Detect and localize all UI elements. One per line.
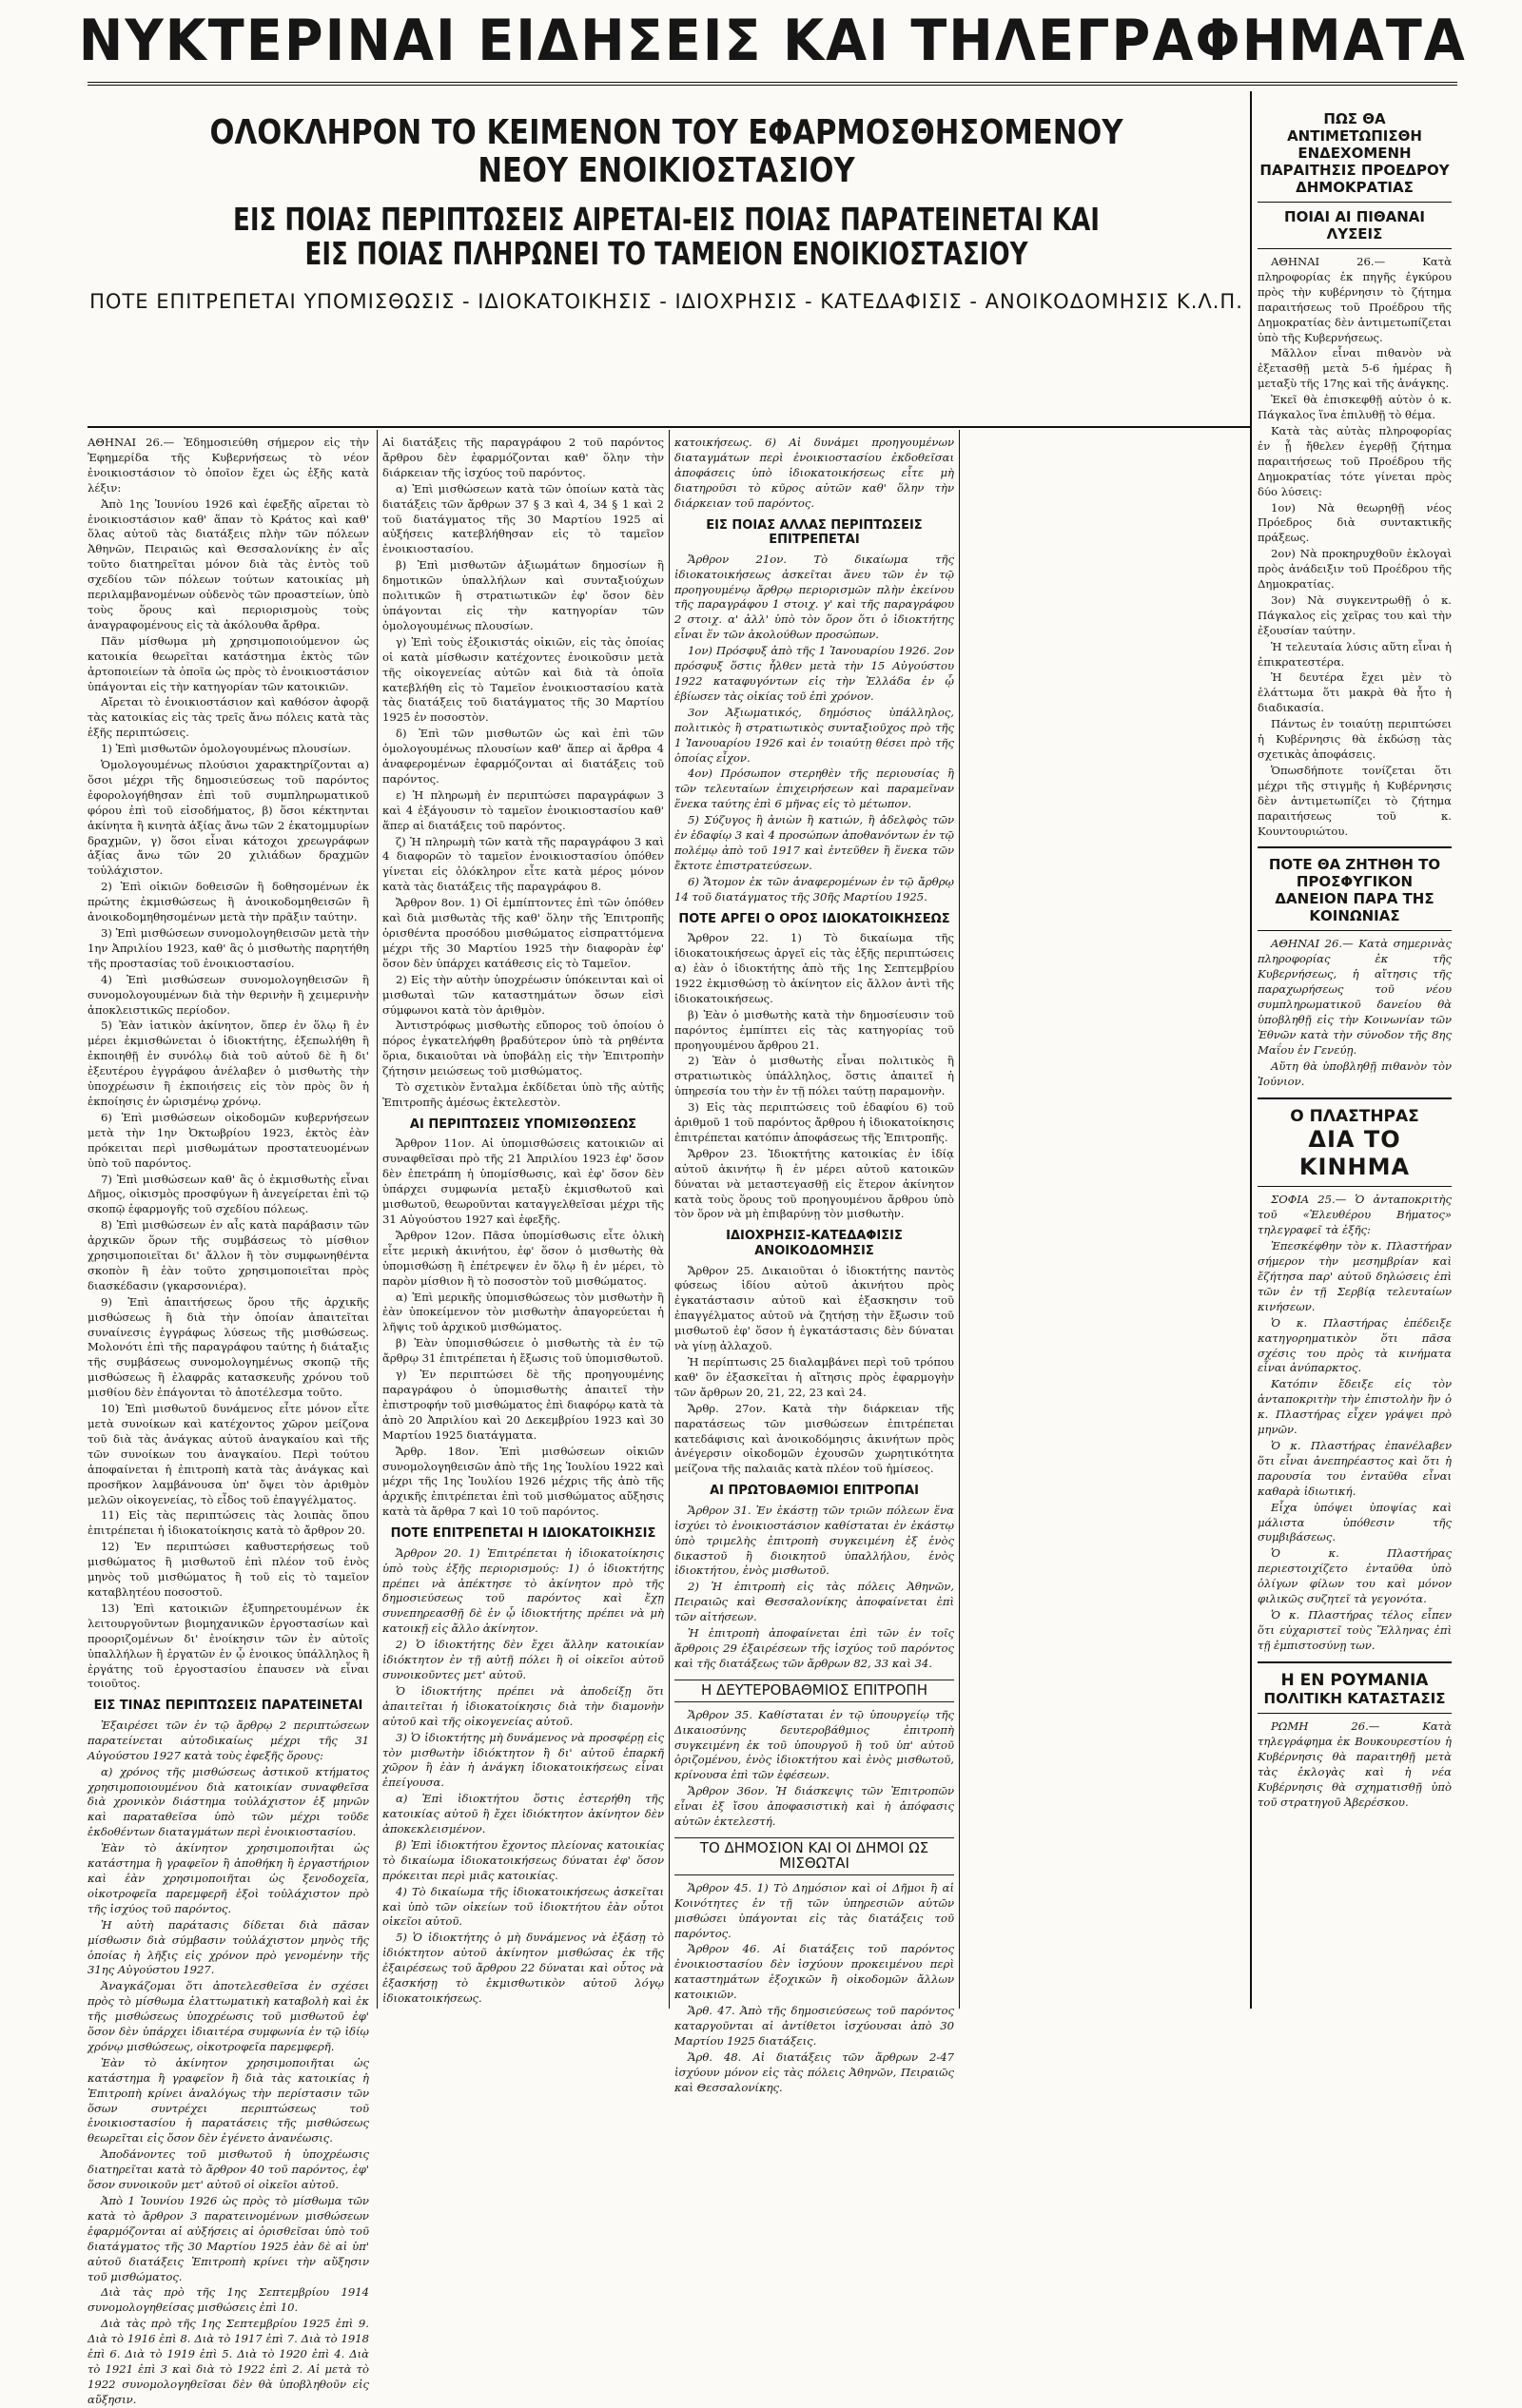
paragraph: Ἄρθ. 48. Αἱ διατάξεις τῶν ἄρθρων 2-47 ἰσχύουν μόνον εἰς τὰς πόλεις Ἀθηνῶν, Πειραιῶς καὶ Θεσσαλονίκης.: [674, 2049, 954, 2094]
paragraph: Ἡ αὐτὴ παράτασις δίδεται διὰ πᾶσαν μίσθωσιν διὰ σύμβασιν τοὐλάχιστον μηνὸς τῆς ὁποίας ἡ λῆξις εἰς χρόνον πρὸ γενομένην τῆς 31ης Αὐγούστου 1927.: [88, 1917, 369, 1977]
divider: [1258, 1097, 1452, 1099]
paragraph: 2) Ἡ ἐπιτροπὴ εἰς τὰς πόλεις Ἀθηνῶν, Πειραιῶς καὶ Θεσσαλονίκης ἀποφαίνεται ἐπὶ τῶν αἰτήσεων.: [674, 1580, 954, 1624]
paragraph: Ἄρθρον 21ον. Τὸ δικαίωμα τῆς ἰδιοκατοικήσεως ἀσκεῖται ἄνευ τῶν ἐν τῷ προηγουμένῳ ἄρθρῳ περιορισμῶν πλὴν ἐκείνου τῆς παραγράφου 1 στοιχ. γ' καὶ τῆς παραγράφου 2 στοιχ. α' ἀλλ' ὑπὸ τὸν ὅρον ὅτι ὁ ἰδιοκτήτης εἶναι ἕν τῶν ἀκολούθων προσώπων.: [674, 552, 954, 642]
paragraph: Ἄρθρον 46. Αἱ διατάξεις τοῦ παρόντος ἐνοικιοστασίου δὲν ἰσχύουν προκειμένου περὶ καταστημάτων ἐξοχικῶν ἢ οἰκοδομῶν ἄλλων κατοικιῶν.: [674, 1942, 954, 2002]
paragraph: Ὁ κ. Πλαστήρας περιεστοιχίζετο ἐνταῦθα ὑπὸ ὀλίγων φίλων του καὶ μόνον φιλικῶς συζητεῖ τὰ γεγονότα.: [1258, 1546, 1452, 1606]
paragraph: Ἀποδάνοντες τοῦ μισθωτοῦ ἡ ὑποχρέωσις διατηρεῖται κατὰ τὸ ἄρθρον 40 τοῦ παρόντος, ἐφ' ὅσον συνοικοῦν μετ' αὐτοῦ οἱ οἰκεῖοι αὐτοῦ.: [88, 2147, 369, 2192]
paragraph: Πάντως ἐν τοιαύτῃ περιπτώσει ἡ Κυβέρνησις θὰ ἐκδώσῃ τὰς σχετικὰς ἀποφάσεις.: [1258, 717, 1452, 761]
paragraph: Ὁ ἰδιοκτήτης πρέπει νὰ ἀποδείξῃ ὅτι ἀπαιτεῖται ἡ ἰδιοκατοίκησις διὰ τὴν διαμονὴν αὐτοῦ καὶ τῆς οἰκογενείας αὐτοῦ.: [382, 1683, 664, 1728]
paragraph: 6) Ἐπὶ μισθώσεων οἰκοδομῶν κυβερνήσεων μετὰ τὴν 1ην Ὀκτωβρίου 1923, ἐκτὸς ἐὰν πρόκειται περὶ μισθωμάτων προστατευομένων ὑπὸ τοῦ παρόντος.: [88, 1110, 369, 1170]
paragraph: 1) Ἐπὶ μισθωτῶν ὁμολογουμένως πλουσίων.: [101, 742, 351, 756]
paragraph: Ἀναγκάζομαι ὅτι ἀποτελεσθεῖσα ἐν σχέσει πρὸς τὸ μίσθωμα ἐλαττωματικὴ καταβολὴ καὶ ἐκ τῆς μισθώσεως ὑποχρέωσις τοῦ μισθωτοῦ ἐφ' ὅσον δὲν ὑπάρχει ἰδιαιτέρα συμφωνία ἐν τῷ ἰδίῳ χρόνῳ μισθώσεως, οἰκοτροφεῖα παρεμφερῆ.: [88, 1979, 369, 2053]
paragraph: Ὁμολογουμένως πλούσιοι χαρακτηρίζονται α) ὅσοι μέχρι τῆς δημοσιεύσεως τοῦ παρόντος ἐφορολογήθησαν ἐπὶ τοῦ συμπληρωματικοῦ φόρου ἐπὶ τοῦ εἰσοδήματος, β) ὅσοι κέκτηνται ἀκίνητα ἢ κινητὰ ἀξίας ἄνω τῶν 2 ἑκατομμυρίων δραχμῶν, γ) ὅσοι εἶναι κάτοχοι χρεωγράφων ἀξίας ἄνω τῶν 20 χιλιάδων δραχμῶν τοὐλάχιστον.: [88, 758, 369, 878]
paragraph: Ἐξαιρέσει τῶν ἐν τῷ ἄρθρῳ 2 περιπτώσεων παρατείνεται αὐτοδικαίως μέχρι τῆς 31 Αὐγούστου 1927 κατὰ τοὺς ἐφεξῆς ὅρους:: [88, 1718, 369, 1762]
paragraph: 3) Ἐπὶ μισθώσεων συνομολογηθεισῶν μετὰ τὴν 1ην Ἀπριλίου 1923, καθ' ἃς ὁ μισθωτὴς παρητήθη τῆς προστασίας τοῦ ἐνοικιοστασίου.: [88, 926, 369, 970]
paragraph: 5) Ἐὰν ἰατικὸν ἀκίνητον, ὅπερ ἐν ὅλῳ ἢ ἐν μέρει ἐκμισθώνεται ὁ ἰδιοκτήτης, ἐξεπωλήθη ἢ ἐκποιηθῇ ἐν συνόλῳ διὰ τοῦ αὐτοῦ δὲ ἢ δι' ἐξευτέρου ἐγγράφου ἀνέλαβεν ὁ μισθωτὴς τὴν ὑποχρέωσιν ἢ ἐκποιήσεις εἰς τὸν πρὸς ὃν ἡ ἐκποίησις ἐν ὡρισμένῳ χρόνῳ.: [88, 1019, 369, 1108]
column-rule: [669, 430, 670, 2009]
paragraph: Αἴρεται τὸ ἐνοικιοστάσιον καὶ καθόσον ἀφορᾷ τὰς κατοικίας εἰς τὰς τρεῖς ἄνω πόλεις κατὰ τὰς ἑξῆς περιπτώσεις.: [88, 695, 369, 740]
section-subheading: ΙΔΙΟΧΡΗΣΙΣ-ΚΑΤΕΔΑΦΙΣΙΣ ΑΝΟΙΚΟΔΟΜΗΣΙΣ: [726, 1229, 903, 1258]
paragraph: β) Ἐὰν ὑπομισθώσειε ὁ μισθωτὴς τὰ ἐν τῷ ἄρθρῳ 31 ἐπιτρέπεται ἡ ἔξωσις τοῦ ὑπομισθωτοῦ.: [382, 1336, 664, 1366]
section-subheading: ΑΙ ΠΡΩΤΟΒΑΘΜΙΟΙ ΕΠΙΤΡΟΠΑΙ: [710, 1484, 919, 1499]
paragraph: Ἄρθρον 12ον. Πᾶσα ὑπομίσθωσις εἶτε ὁλικὴ εἶτε μερικὴ ἀκινήτου, ἐφ' ὅσον ὁ μισθωτὴς θὰ ὑπομισθώσῃ ἢ ἐπέτρεψεν ἐν ὅλῳ ἢ ἐν μέρει, τὸ παρὸν μίσθιον ἢ τὸ ποσοστὸν τοῦ μισθώματος.: [382, 1228, 664, 1288]
paragraph: Ἐὰν τὸ ἀκίνητον χρησιμοποιῆται ὡς κατάστημα ἢ γραφεῖον ἢ διὰ τὰς κατοικίας ἡ Ἐπιτροπὴ κρίνει ἀναλόγως τὴν περίστασιν τῶν ὅσων συντρέχει περιπτώσεως τοῦ ἐνοικιοστασίου ἡ παρατάσεις τῆς μισθώσεως θεωρεῖται εἰς ὅσον δὲν ἐγένετο ἀνανέωσις.: [88, 2055, 369, 2146]
paragraph: Ἄρθρον 23. Ἰδιοκτήτης κατοικίας ἐν ἰδίᾳ αὐτοῦ ἀκινήτῳ ἢ ἐν μέρει αὐτοῦ κατοικῶν δύναται νὰ μεταστεγασθῇ εἰς ἕτερον ἀκίνητον κατὰ τοὺς ὅρους τοῦ προηγουμένου ἄρθρου ὑπὸ τὸν ὅρον νὰ μὴ ἐπιβαρύνῃ τὸν μισθωτὴν.: [674, 1146, 954, 1221]
paragraph: 4ον) Πρόσωπον στερηθὲν τῆς περιουσίας ἢ τῶν τελευταίων ἐπιχειρήσεων καὶ παραμεῖναν ἕνεκα ταύτης ἐπὶ 6 μῆνας εἰς τὸ μέτωπον.: [674, 767, 954, 811]
paragraph: Ἄρθρ. 18ον. Ἐπὶ μισθώσεων οἰκιῶν συνομολογηθεισῶν ἀπὸ τῆς 1ης Ἰουλίου 1922 καὶ μέχρι τῆς 1ης Ἰουλίου 1926 μέχρις τῆς ἀπὸ τῆς ἀρχικῆς ἐπιτρέπεται ἐπὶ τοῦ μισθώματος αὔξησις κατὰ τὰ ἄρθρα 7 καὶ 10 τοῦ παρόντος.: [382, 1444, 664, 1519]
paragraph: Ἄρθρον 8ον. 1) Οἱ ἐμπίπτοντες ἐπὶ τῶν ὁπόθεν καὶ διὰ μισθωτὰς τῆς καθ' ὅλην τῆς Ἐπιτροπῆς ὁρισθέντα προσόδου μισθώματος εἰσπραττόμενα μέχρι τῆς 30 Μαρτίου 1925 τὴν διαφορὰν ἐφ' ὅσον δὲν ὑπάρχει κατάθεσις εἰς τὸ Ταμεῖον.: [382, 896, 664, 970]
paragraph: Ἄρθρον 20. 1) Ἐπιτρέπεται ἡ ἰδιοκατοίκησις ὑπὸ τοὺς ἑξῆς περιορισμούς: 1) ὁ ἰδιοκτήτης πρέπει νὰ ἀπέκτησε τὸ ἀκίνητον πρὸ τῆς δημοσιεύσεως τοῦ παρόντος καὶ ἔχῃ συνεπηρεασθῇ δὲ ἐν ᾧ ἰδιοκτήτης πρέπει νὰ μὴ κατοικῇ εἰς ἄλλο ἀκίνητον.: [382, 1545, 664, 1636]
paragraph: Ἐὰν τὸ ἀκίνητον χρησιμοποιῆται ὡς κατάστημα ἢ γραφεῖον ἢ ἀποθήκη ἢ ἐργαστήριον καὶ ἐὰν χρησιμοποιῆται ὡς ξενοδοχεῖα, οἰκοτροφεῖα παρεμφερῆ ἑξοὶ τοὐλάχιστον πρὸ τῆς ἰσχύος τοῦ παρόντος.: [88, 1841, 369, 1915]
paragraph: β) Ἐὰν ὁ μισθωτὴς κατὰ τὴν δημοσίευσιν τοῦ παρόντος ἐμπίπτει εἰς τὰς κατηγορίας τοῦ προηγουμένου ἄρθρου 21.: [674, 1007, 954, 1052]
divider: [1258, 1713, 1452, 1714]
paragraph: α) Ἐπὶ μερικῆς ὑπομισθώσεως τὸν μισθωτὴν ἢ ἐὰν ὑποκείμενον τὸν μισθωτὴν ἀπαγορεύεται ἡ λῆψις τοῦ ἀρχικοῦ μισθώματος.: [382, 1290, 664, 1334]
paragraph: 4) Τὸ δικαίωμα τῆς ἰδιοκατοικήσεως ἀσκεῖται καὶ ὑπὸ τῶν οἰκείων τοῦ ἰδιοκτήτου ἐὰν οὗτοι οἰκεῖοι αὐτοῦ.: [382, 1884, 664, 1929]
paragraph: 3) Ὁ ἰδιοκτήτης μὴ δυνάμενος νὰ προσφέρῃ εἰς τὸν μισθωτὴν ἰδιόκτητον ἢ δι' αὐτοῦ ἐπαρκῆ χῶρον ἢ ἐὰν ἡ ἀνάγκη ἰδιοκατοικήσεως εἶναι ἐπείγουσα.: [382, 1730, 664, 1790]
paragraph: α) Ἐπὶ μισθώσεων κατὰ τῶν ὁποίων κατὰ τὰς διατάξεις τῶν ἄρθρων 37 § 3 καὶ 4, 34 § 1 καὶ 2 τοῦ διατάγματος τῆς 30 Μαρτίου 1925 αἱ αὐξήσεις κατεβλήθησαν εἰς τὸ ταμεῖον ἐνοικιοστασίου.: [382, 481, 664, 556]
paragraph: 6) Ἄτομον ἐκ τῶν ἀναφερομένων ἐν τῷ ἄρθρῳ 14 τοῦ διατάγματος τῆς 30ῆς Μαρτίου 1925.: [674, 874, 954, 903]
paragraph: 8) Ἐπὶ μισθώσεων ἐν αἷς κατὰ παράβασιν τῶν ἀρχικῶν ὅρων τῆς συμβάσεως τὸ μίσθιον χρησιμοποιεῖται δι' ἄλλον ἢ τὸν συμφωνηθέντα σκοπὸν ἢ ἐὰν τοῦτο χρησιμοποιεῖται πρὸς διασκέδασιν (γκαρσονιέρα).: [88, 1218, 369, 1292]
paragraph: Ἡ ἐπιτροπὴ ἀποφαίνεται ἐπὶ τῶν ἐν τοῖς ἄρθροις 29 ἐξαιρέσεων τῆς ἰσχύος τοῦ παρόντος καὶ τῆς διατάξεως τῶν ἄρθρων 82, 33 καὶ 34.: [674, 1626, 954, 1670]
divider: [1258, 1661, 1452, 1663]
paragraph: Τὸ σχετικὸν ἔνταλμα ἐκδίδεται ὑπὸ τῆς αὐτῆς Ἐπιτροπῆς ἀμέσως ἐκτελεστὸν.: [382, 1080, 664, 1109]
paragraph: Ἄρθ. 47. Ἀπὸ τῆς δημοσιεύσεως τοῦ παρόντος καταργοῦνται αἱ ἀντίθετοι ἰσχύουσαι ἀπὸ 30 Μαρτίου 1925 διατάξεις.: [674, 2004, 954, 2048]
column-rule: [1250, 91, 1252, 2009]
paragraph: Διὰ τὰς πρὸ τῆς 1ης Σεπτεμβρίου 1914 συνομολογηθείσας μισθώσεις ἐπὶ 10.: [88, 2285, 369, 2315]
paragraph: 2ον) Νὰ προκηρυχθοῦν ἐκλογαὶ πρὸς ἀνάδειξιν τοῦ Προέδρου τῆς Δημοκρατίας.: [1258, 547, 1452, 592]
article-column-1: [88, 436, 369, 2406]
paragraph: 10) Ἐπὶ μισθωτοῦ δυνάμενος εἶτε μόνον εἶτε μετὰ συνοίκων καὶ κατέχοντος χῶρον μείζονα τοῦ διὰ τὰς ἀνάγκας αὐτοῦ ἀναγκαίου καὶ τῆς τῶν συνοίκων του ἀναγκαίου. Περὶ τούτου ἀποφαίνεται ἡ ἐπιτροπὴ κατὰ τὰς ἀνάγκας καὶ προσῆκον λαμβάνουσα ὑπ' ὄψει τὸν ἀριθμὸν μελῶν οἰκογενείας, τὸ εἶδος τοῦ ἐπαγγέλματος.: [88, 1402, 369, 1506]
paragraph: 1ον) Νὰ θεωρηθῇ νέος Πρόεδρος διὰ συντακτικῆς πράξεως.: [1258, 500, 1452, 545]
section-subheading: ΕΙΣ ΠΟΙΑΣ ΑΛΛΑΣ ΠΕΡΙΠΤΩΣΕΙΣ ΕΠΙΤΡΕΠΕΤΑΙ: [706, 517, 923, 548]
paragraph: ΑΘΗΝΑΙ 26.— Κατὰ σημερινὰς πληροφορίας ἐκ τῆς Κυβερνήσεως, ἡ αἴτησις τῆς παραχωρήσεως τοῦ νέου συμπληρωματικοῦ δανείου θὰ ὑποβληθῇ εἰς τὴν Κοινωνίαν τῶν Ἐθνῶν κατὰ τὴν σύνοδον τῆς 8ης Μαΐου ἐν Γενεύῃ.: [1258, 937, 1452, 1057]
paragraph: Ὁ κ. Πλαστήρας ἐπέδειξε κατηγορηματικὸν ὅτι πᾶσα σχέσις του πρὸς τὰ κινήματα εἶναι ἀνύπαρκτος.: [1258, 1315, 1452, 1375]
paragraph: Ἡ δευτέρα ἔχει μὲν τὸ ἐλάττωμα ὅτι μακρὰ θὰ ἦτο ἡ διαδικασία.: [1258, 670, 1452, 715]
main-headline-block: [88, 95, 1245, 313]
paragraph: 5) Σύζυγος ἢ ἀνιὼν ἢ κατιών, ἢ ἀδελφὸς τῶν ἐν ἐδαφίῳ 3 καὶ 4 προσώπων ἀποθανόντων ἐν τῷ πολέμῳ ἀπὸ τοῦ 1917 καὶ ἐντεῦθεν ἢ ἕνεκα τῶν ἔκτοτε ἐπιστρατεύσεων.: [674, 813, 954, 872]
paragraph: Ἄρθρον 35. Καθίσταται ἐν τῷ ὑπουργείῳ τῆς Δικαιοσύνης δευτεροβάθμιος ἐπιτροπὴ συγκειμένη ἐκ τοῦ ὑπουργοῦ ἢ τοῦ ὑπ' αὐτοῦ ὁριζομένου, ἑνὸς ἰδιοκτήτου καὶ ἑνὸς μισθωτοῦ, κρίνουσα ἐπὶ τῶν ἐφέσεων.: [674, 1707, 954, 1782]
paragraph: 11) Εἰς τὰς περιπτώσεις τὰς λοιπὰς ὅπου ἐπιτρέπεται ἡ ἰδιοκατοίκησις κατὰ τὸ ἄρθρον 20.: [88, 1508, 369, 1538]
divider: [1258, 248, 1452, 249]
paragraph: Ἄρθρον 22. 1) Τὸ δικαίωμα τῆς ἰδιοκατοικήσεως ἀργεῖ εἰς τὰς ἑξῆς περιπτώσεις α) ἐὰν ὁ ἰδιοκτήτης ἀπὸ τῆς 1ης Σεπτεμβρίου 1922 ἐκμισθώσῃ τὸ ἀκίνητον εἰς ἄλλον ἀντὶ τῆς ἰδιοκατοικήσεως.: [674, 931, 954, 1005]
paragraph: ε) Ἡ πληρωμὴ ἐν περιπτώσει παραγράφων 3 καὶ 4 ἐξάγουσιν τὸ ταμεῖον ἐνοικιοστασίου καθ' ἅπερ αἱ διατάξεις τοῦ παρόντος.: [382, 787, 664, 832]
column-rule: [377, 430, 378, 2009]
paragraph: δ) Ἐπὶ τῶν μισθωτῶν ὡς καὶ ἐπὶ τῶν ὁμολογουμένως πλουσίων καθ' ἅπερ αἱ ἄρθρα 4 ἀναφερομένων ἐφαρμόζονται αἱ διατάξεις τοῦ παρόντος.: [382, 727, 664, 786]
paragraph: 2) Ὁ ἰδιοκτήτης δὲν ἔχει ἄλλην κατοικίαν ἰδιόκτητον ἐν τῇ αὐτῇ πόλει ἢ οἱ οἰκεῖοι αὐτοῦ συνοικοῦντες μετ' αὐτοῦ.: [382, 1638, 664, 1681]
paragraph: 12) Ἐν περιπτώσει καθυστερήσεως τοῦ μισθώματος ἢ μισθωτοῦ ἐπὶ πλέον τοῦ ἑνὸς μηνὸς τοῦ μισθώματος ἢ τοῦ εἰς τὸ ταμεῖον καταβλητέου ποσοστοῦ.: [88, 1540, 369, 1599]
paragraph: 3ον) Νὰ συγκεντρωθῇ ὁ κ. Πάγκαλος εἰς χεῖρας του καὶ τὴν ἐξουσίαν ταύτην.: [1258, 592, 1452, 637]
paragraph: Πᾶν μίσθωμα μὴ χρησιμοποιούμενον ὡς κατοικία θεωρεῖται κατάστημα ἐκτὸς τῶν ἀρτοποιείων τὰ ὁποῖα ὡς πρὸς τὸ ἐνοικιοστάσιον ὑπάγονται εἰς τὴν κατηγορίαν τῶν κατοικιῶν.: [88, 633, 369, 693]
paragraph: Διὰ τὰς πρὸ τῆς 1ης Σεπτεμβρίου 1925 ἐπὶ 9. Διὰ τὸ 1916 ἐπὶ 8. Διὰ τὸ 1917 ἐπὶ 7. Διὰ τὸ 1918 ἐπὶ 6. Διὰ τὸ 1919 ἐπὶ 5. Διὰ τὸ 1920 ἐπὶ 4. Διὰ τὸ 1921 ἐπὶ 3 καὶ διὰ τὸ 1922 ἐπὶ 2. Αἱ μετὰ τὸ 1922 συνομολογηθεῖσαι δὲν θὰ ὑποβληθοῦν εἰς αὔξησιν.: [88, 2317, 369, 2406]
column-rule: [959, 430, 960, 2009]
paragraph: 2) Εἰς τὴν αὐτὴν ὑποχρέωσιν ὑπόκεινται καὶ οἱ μισθωταὶ τῶν καταστημάτων ὅσων εἰσὶ σύμφωνοι κατὰ τὸν ἀριθμὸν.: [382, 972, 664, 1017]
divider: [1258, 202, 1452, 203]
paragraph: γ) Ἐπὶ τοὺς ἐξοικιστάς οἰκιῶν, εἰς τὰς ὁποίας οἱ κατὰ μίσθωσιν κατέχοντες ἐνοικοῦσιν μετὰ τῆς οἰκογενείας αὐτῶν καὶ διὰ τὰ ὁποῖα κατεβλήθη εἰς τὸ Ταμεῖον ἐνοικιοστασίου κατὰ τὰς διατάξεις τοῦ διατάγματος τῆς 30 Μαρτίου 1925 ἐν ποσοστὸν.: [382, 634, 664, 725]
paragraph: Εἶχα ὑπόψει ὑποψίας καὶ μάλιστα ὑπόθεσιν τῆς συμβιβάσεως.: [1258, 1500, 1452, 1544]
masthead-title: ΝΥΚΤΕΡΙΝΑΙ ΕΙΔΗΣΕΙΣ ΚΑΙ ΤΗΛΕΓΡΑΦΗΜΑΤΑ: [78, 8, 1467, 74]
article-column-2: [382, 436, 664, 2005]
story-headline-top: Ο ΠΛΑΣΤΗΡΑΣ: [1290, 1106, 1419, 1126]
divider: [1258, 1186, 1452, 1187]
headline-rule: [88, 426, 1250, 428]
paragraph: κατοικήσεως. 6) Αἱ δυνάμει προηγουμένων διαταγμάτων περὶ ἐνοικιοστασίου ἐκδοθεῖσαι ἀποφάσεις ὑπὸ ἰδιοκατοικήσεως εἶτε μὴ διατηροῦσι τὸ κῦρος αὐτῶν καθ' ὅλην τὴν διάρκειαν τοῦ παρόντος.: [674, 436, 954, 510]
paragraph: Κατόπιν ἔδειξε εἰς τὸν ἀνταποκριτὴν τὴν ἐπιστολὴν ἣν ὁ κ. Πλαστήρας εἶχεν γράψει πρὸ μηνῶν.: [1258, 1377, 1452, 1437]
paragraph: Ἄρθρον 11ον. Αἱ ὑπομισθώσεις κατοικιῶν αἱ συναφθεῖσαι πρὸ τῆς 21 Ἀπριλίου 1923 ἐφ' ὅσον δὲν ἐπετράπη ἡ ὑπομίσθωσις, καὶ ἐφ' ὅσον δὲν ὑπάρχει συμφωνία μεταξὺ ἐκμισθωτοῦ καὶ μισθωτοῦ, θεωροῦνται καταγγελθεῖσαι μέχρι τῆς 31 Αὐγούστου 1927 καὶ ἐφεξῆς.: [382, 1136, 664, 1226]
paragraph: ΡΩΜΗ 26.— Κατὰ τηλεγράφημα ἐκ Βουκουρεστίου ἡ Κυβέρνησις θὰ παραιτηθῇ μετὰ τὰς ἐκλογὰς καὶ ἡ νέα Κυβέρνησις θὰ σχηματισθῇ ὑπὸ τοῦ στρατηγοῦ Ἀβερέσκου.: [1258, 1719, 1452, 1809]
paragraph: Ἐκεῖ θὰ ἐπισκεφθῇ αὐτὸν ὁ κ. Πάγκαλος ἵνα ἐπιλυθῇ τὸ θέμα.: [1258, 393, 1452, 422]
paragraph: Ἐπεσκέφθην τὸν κ. Πλαστήραν σήμερον τὴν μεσημβρίαν καὶ ἔζήτησα παρ' αὐτοῦ δηλώσεις ἐπὶ τῶν ἐν τῇ Σερβίᾳ τελευταίων κινήσεων.: [1258, 1239, 1452, 1313]
paragraph: α) χρόνος τῆς μισθώσεως ἀστικοῦ κτήματος χρησιμοποιουμένου διὰ κατοικίαν συναφθεῖσα διὰ χρονικὸν διάστημα τοὐλάχιστον ἑξ μηνῶν καὶ παραταθεῖσα ὑπὸ τῶν μέχρι τοῦδε ἐκδοθέντων διαταγμάτων περὶ ἐνοικιοστασίου.: [88, 1764, 369, 1839]
paragraph: Μᾶλλον εἶναι πιθανὸν νὰ ἐξετασθῇ μετὰ 5-6 ἡμέρας ἢ μεταξὺ τῆς 17ης καὶ τῆς ἀνάγκης.: [1258, 346, 1452, 391]
section-subheading: Η ΔΕΥΤΕΡΟΒΑΘΜΙΟΣ ΕΠΙΤΡΟΠΗ: [674, 1680, 954, 1702]
paragraph: Ἄρθρον 31. Ἐν ἑκάστῃ τῶν τριῶν πόλεων ἕνα ἰσχύει τὸ ἐνοικιοστάσιον καθίσταται ἐν ἑκάστῳ ὑπὸ τριμελὴς ἐπιτροπὴ συγκειμένη ἐξ ἑνὸς δικαστοῦ ἢ διοικητοῦ ὑπαλλήλου, ἑνὸς ἰδιοκτήτου, ἑνὸς μισθωτοῦ.: [674, 1503, 954, 1578]
main-subheadline: ΕΙΣ ΠΟΙΑΣ ΠΕΡΙΠΤΩΣΕΙΣ ΑΙΡΕΤΑΙ-ΕΙΣ ΠΟΙΑΣ ΠΑΡΑΤΕΙΝΕΤΑΙ ΚΑΙ ΕΙΣ ΠΟΙΑΣ ΠΛΗΡΩΝΕΙ ΤΟ ΤΑΜΕΙΟΝ ΕΝΟΙΚΙΟΣΤΑΣΙΟΥ: [233, 201, 1100, 273]
paragraph: γ) Ἐν περιπτώσει δὲ τῆς προηγουμένης παραγράφου ὁ ὑπομισθωτὴς ἀπαιτεῖ τὴν ἐπιστροφήν τοῦ μισθώματος ἐπὶ διαφόρῳ κατὰ τὰ ἀπὸ 20 Ἀπριλίου καὶ 20 Δεκεμβρίου 1923 καὶ 30 Μαρτίου 1925 διατάγματα.: [382, 1368, 664, 1442]
paragraph: Ἀντιστρόφως μισθωτὴς εὔπορος τοῦ ὁποίου ὁ πόρος ἐγκατελήφθη βραδύτερον ὑπὸ τὰ ρηθέντα ὅρια, δικαιοῦται νὰ ὑποβάλῃ εἰς τὴν Ἐπιτροπὴν ζήτησιν μειώσεως τοῦ μισθώματος.: [382, 1019, 664, 1078]
paragraph: ζ) Ἡ πληρωμὴ τῶν κατὰ τῆς παραγράφου 3 καὶ 4 διαφορῶν τὸ ταμεῖον ἐνοικιοστασίου ὁπόθεν γίνεται εἰς ὀλόκληρον εἶτε κατὰ μέρος μόνον κατὰ τὰς διατάξεις τῆς παραγράφου 8.: [382, 834, 664, 894]
main-headline: ΟΛΟΚΛΗΡΟΝ ΤΟ ΚΕΙΜΕΝΟΝ ΤΟΥ ΕΦΑΡΜΟΣΘΗΣΟΜΕΝΟΥ ΝΕΟΥ ΕΝΟΙΚΙΟΣΤΑΣΙΟΥ: [209, 113, 1123, 190]
section-subheading: ΤΟ ΔΗΜΟΣΙΟΝ ΚΑΙ ΟΙ ΔΗΜΟΙ ΩΣ ΜΙΣΘΩΤΑΙ: [674, 1837, 954, 1875]
section-subheading: ΑΙ ΠΕΡΙΠΤΩΣΕΙΣ ΥΠΟΜΙΣΘΩΣΕΩΣ: [409, 1117, 637, 1132]
paragraph: ΑΘΗΝΑΙ 26.— Κατὰ πληροφορίας ἐκ πηγῆς ἐγκύρου πρὸς τὴν κυβέρνησιν τὸ ζήτημα παραιτήσεως τοῦ Προέδρου τῆς Δημοκρατίας δὲν ἀντιμετωπίζεται ὑπὸ τῆς Κυβερνήσεως.: [1258, 255, 1452, 344]
paragraph: ΣΟΦΙΑ 25.— Ὁ ἀνταποκριτὴς τοῦ «Ἐλευθέρου Βήματος» τηλεγραφεῖ τὰ ἑξῆς:: [1258, 1193, 1452, 1237]
side-column: [1258, 95, 1452, 2005]
section-subheading: ΕΙΣ ΤΙΝΑΣ ΠΕΡΙΠΤΩΣΕΙΣ ΠΑΡΑΤΕΙΝΕΤΑΙ: [93, 1699, 363, 1714]
paragraph: Ἡ τελευταία λύσις αὕτη εἶναι ἡ ἐπικρατεστέρα.: [1258, 639, 1452, 669]
paragraph: 1ον) Πρόσφυξ ἀπὸ τῆς 1 Ἰανουαρίου 1926. 2ον πρόσφυξ ὅστις ἦλθεν μετὰ τὴν 15 Αὐγούστου 1922 καταφυγόντων εἰς τὴν Ἑλλάδα ἐν ᾧ ἐβίωσεν τὰς οἰκίας τοῦ ἐπὶ χρόνον.: [674, 644, 954, 703]
main-deck: ΠΟΤΕ ΕΠΙΤΡΕΠΕΤΑΙ ΥΠΟΜΙΣΘΩΣΙΣ - ΙΔΙΟΚΑΤΟΙΚΗΣΙΣ - ΙΔΙΟΧΡΗΣΙΣ - ΚΑΤΕΔΑΦΙΣΙΣ - ΑΝΟΙΚΟΔΟΜΗΣΙΣ Κ.Λ.Π.: [89, 289, 1243, 313]
paragraph: ΑΘΗΝΑΙ 26.— Ἐδημοσιεύθη σήμερον εἰς τὴν Ἐφημερίδα τῆς Κυβερνήσεως τὸ νέον ἐνοικιοστάσιον τὸ ὁποῖον ἔχει ὡς ἑξῆς κατὰ λέξιν:: [88, 436, 369, 495]
divider: [1258, 846, 1452, 848]
paragraph: α) Ἐπὶ ἰδιοκτήτου ὅστις ἐστερήθη τῆς κατοικίας αὐτοῦ ἢ ἔχει ἰδιόκτητον ἀκίνητον δὲν ἀποκεκλεισμένον.: [382, 1792, 664, 1836]
story-deck: ΠΟΙΑΙ ΑΙ ΠΙΘΑΝΑΙ ΛΥΣΕΙΣ: [1284, 208, 1425, 243]
article-column-3: [674, 436, 954, 2094]
section-subheading: ΠΟΤΕ ΑΡΓΕΙ Ο ΟΡΟΣ ΙΔΙΟΚΑΤΟΙΚΗΣΕΩΣ: [678, 911, 950, 926]
paragraph: Ἀπὸ 1ης Ἰουνίου 1926 καὶ ἐφεξῆς αἴρεται τὸ ἐνοικιοστάσιον καθ' ἅπαν τὸ Κράτος καὶ καθ' ὅλας αὐτοῦ τὰς διατάξεις πλὴν τῶν πόλεων Ἀθηνῶν, Πειραιῶς καὶ Θεσσαλονίκης ἐν αἷς τοῦτο διατηρεῖται μόνον διὰ τὰς ἐντὸς τοῦ σχεδίου τῶν πόλεων τούτων κατοικίας μὴ περιλαμβανομένων οὐδενὸς τῶν προαστείων, ὑπὸ τοὺς ὅρους καὶ περιορισμοὺς τοὺς ἀναγραφομένους εἰς τὰ ἀκόλουθα ἄρθρα.: [88, 496, 369, 631]
story-headline: ΠΟΤΕ ΘΑ ΖΗΤΗΘΗ ΤΟ ΠΡΟΣΦΥΓΙΚΟΝ ΔΑΝΕΙΟΝ ΠΑΡΑ ΤΗΣ ΚΟΙΝΩΝΙΑΣ: [1268, 856, 1441, 925]
paragraph: Αἱ διατάξεις τῆς παραγράφου 2 τοῦ παρόντος ἄρθρου δὲν ἐφαρμόζονται καθ' ὅλην τὴν διάρκειαν τῆς ἰσχύος τοῦ παρόντος.: [382, 436, 664, 479]
paragraph: Αὕτη θὰ ὑποβληθῇ πιθανὸν τὸν Ἰούνιον.: [1258, 1058, 1452, 1088]
paragraph: Ὁ κ. Πλαστήρας τέλος εἶπεν ὅτι εὐχαριστεῖ τοὺς Ἕλληνας ἐπὶ τῇ ἐμπιστοσύνῃ των.: [1258, 1607, 1452, 1652]
paragraph: 4) Ἐπὶ μισθώσεων συνομολογηθεισῶν ἢ συνομολογουμένων διὰ τὴν θερινὴν ἢ χειμερινὴν ἀποκλειστικῶς περίοδον.: [88, 972, 369, 1017]
story-headline: ΠΩΣ ΘΑ ΑΝΤΙΜΕΤΩΠΙΣΘΗ ΕΝΔΕΧΟΜΕΝΗ ΠΑΡΑΙΤΗΣΙΣ ΠΡΟΕΔΡΟΥ ΔΗΜΟΚΡΑΤΙΑΣ: [1259, 110, 1450, 196]
paragraph: Ἀπὸ 1 Ἰουνίου 1926 ὡς πρὸς τὸ μίσθωμα τῶν κατὰ τὸ ἄρθρον 3 παρατεινομένων μισθώσεων ἐφαρμόζονται αἱ αὐξήσεις αἱ ὁρισθεῖσαι ὑπὸ τοῦ διατάγματος τῆς 30 Μαρτίου 1925 ἐὰν δὲ αἱ ὑπ' αὐτοῦ διατάξεις Ἐπιτροπὴ κρίνει τὴν αὔξησιν τοῦ μισθώματος.: [88, 2194, 369, 2283]
paragraph: 9) Ἐπὶ ἀπαιτήσεως ὅρου τῆς ἀρχικῆς μισθώσεως ἢ διὰ τὴν ὁποίαν ἀπαιτεῖται συναίνεσις ἐγγράφως λύσεως τῆς μισθώσεως. Μολονότι ἐπὶ τῆς παραγράφου ταύτης ἡ διάταξις τῆς συμβάσεως συνομολογημένως σκοπῷ τῆς μισθώσεως ἢ ἐλαφρᾶς κατασκευῆς χρόνου τοῦ μισθίου δὲν ἐπάγονται τὸ ἀποτέλεσμα τοῦτο.: [88, 1294, 369, 1400]
paragraph: Ἄρθρον 36ον. Ἡ διάσκεψις τῶν Ἐπιτροπῶν εἶναι ἐξ ἴσου ἀποφασιστικὴ καὶ ἡ ἀπόφασις αὐτῶν ἐκτελεστή.: [674, 1784, 954, 1829]
paragraph: Ἡ περίπτωσις 25 διαλαμβάνει περὶ τοῦ τρόπου καθ' ὃν ἐξασκεῖται ἡ αἴτησις πρὸς ἐφαρμογὴν τῶν ἄρθρων 20, 21, 22, 23 καὶ 24.: [674, 1355, 954, 1399]
paragraph: β) Ἐπὶ μισθωτῶν ἀξιωμάτων δημοσίων ἢ δημοτικῶν ὑπαλλήλων καὶ συνταξιούχων πολιτικῶν ἢ στρατιωτικῶν ἐφ' ὅσον δὲν ὑπάγονται εἰς τὴν κατηγορίαν τῶν ὁμολογουμένως πλουσίων.: [382, 558, 664, 632]
story-headline: ΔΙΑ ΤΟ ΚΙΝΗΜΑ: [1298, 1125, 1411, 1180]
paragraph: Ὁπωσδήποτε τονίζεται ὅτι μέχρι τῆς στιγμῆς ἡ Κυβέρνησις δὲν ἀντιμετωπίζει τὸ ζήτημα παραιτήσεως τοῦ κ. Κουντουριώτου.: [1258, 763, 1452, 838]
story-headline: ΠΟΛΙΤΙΚΗ ΚΑΤΑΣΤΑΣΙΣ: [1263, 1690, 1446, 1708]
paragraph: Ἄρθρον 25. Δικαιοῦται ὁ ἰδιοκτήτης παντὸς φύσεως ἰδίου αὐτοῦ ἀκινήτου πρὸς ἐγκατάστασιν αὐτοῦ καὶ ἐξασκησιν τοῦ ἐπαγγέλματος αὐτοῦ νὰ ζητήσῃ τὴν ἔξωσιν τοῦ μισθωτοῦ ἐφ' ὅσον ἡ ἐγκατάστασις δὲν δύναται νὰ γίνῃ ἀλλαχοῦ.: [674, 1263, 954, 1353]
divider: [1258, 930, 1452, 931]
paragraph: 7) Ἐπὶ μισθώσεων καθ' ἃς ὁ ἐκμισθωτὴς εἶναι Δῆμος, οἰκισμὸς προσφύγων ἢ ἀνεγείρεται ἐπὶ τῷ σκοπῷ ἐφαρμογῆς τοῦ σχεδίου πόλεως.: [88, 1172, 369, 1216]
paragraph: 5) Ὁ ἰδιοκτήτης ὁ μὴ δυνάμενος νὰ ἐξάσῃ τὸ ἰδιόκτητον αὐτοῦ ἀκίνητον μισθώσας ἐκ τῆς ἐξαιρέσεως τοῦ ἄρθρου 22 δύναται καὶ οὗτος νὰ ἐξασκήσῃ τὸ ἐκμισθωτικὸν αὐτοῦ λόγῳ ἰδιοκατοικήσεως.: [382, 1931, 664, 2005]
paragraph: 2) Ἐπὶ οἰκιῶν δοθεισῶν ἢ δοθησομένων ἐκ πρώτης ἐκμισθώσεως ἢ ἀνοικοδομηθεισῶν ἢ ἀνοικοδομηθησομένων μετὰ τὴν πρᾶξιν ταύτην.: [88, 880, 369, 924]
paragraph: Ἄρθρ. 27ον. Κατὰ τὴν διάρκειαν τῆς παρατάσεως τῶν μισθώσεων ἐπιτρέπεται κατεδάφισις καὶ ἀνοικοδόμησις ἀκινήτων πρὸς ἀνέγερσιν οἰκοδομῶν ἐχουσῶν χωρητικότητα μείζονα τῆς παλαιᾶς κατὰ πλέον τοῦ ἡμίσεος.: [674, 1401, 954, 1476]
paragraph: 2) Ἐὰν ὁ μισθωτὴς εἶναι πολιτικὸς ἢ στρατιωτικὸς ὑπάλληλος, ὅστις ἀπαιτεῖ ἡ ὑπηρεσία του τὴν ἐν τῇ πόλει ταύτῃ παραμονὴν.: [674, 1054, 954, 1098]
section-subheading: ΠΟΤΕ ΕΠΙΤΡΕΠΕΤΑΙ Η ΙΔΙΟΚΑΤΟΙΚΗΣΙΣ: [390, 1526, 656, 1542]
masthead: [78, 0, 1467, 86]
paragraph: 13) Ἐπὶ κατοικιῶν ἐξυπηρετουμένων ἐκ λειτουργοῦντων βιομηχανικῶν ἐργοστασίων καὶ προοριζομένων δι' ἐνοίκησιν τῶν ἐν αὐτοῖς ὑπαλλήλων ἢ ἐργατῶν ἐν ᾧ ἐνοικος ὑπάλληλος ἢ ἐργάτης τοῦ ἐργοστασίου ἐπαυσεν νὰ εἶναι τοιοῦτος.: [88, 1601, 369, 1691]
story-headline-top: Η ΕΝ ΡΟΥΜΑΝΙΑ: [1280, 1670, 1429, 1690]
paragraph: 3) Εἰς τὰς περιπτώσεις τοῦ ἐδαφίου 6) τοῦ ἀριθμοῦ 1 τοῦ παρόντος ἄρθρου ἡ ἰδιοκατοίκησις ἐπιτρέπεται κατόπιν ἀποφάσεως τῆς Ἐπιτροπῆς.: [674, 1100, 954, 1144]
paragraph: Ὁ κ. Πλαστήρας ἐπανέλαβεν ὅτι εἶναι ἀνεπηρέαστος καὶ ὅτι ἡ παρουσία του ἐνταῦθα εἶναι καθαρὰ ἰδιωτική.: [1258, 1438, 1452, 1498]
paragraph: Κατὰ τὰς αὐτὰς πληροφορίας ἐν ᾗ ἤθελεν ἐγερθῇ ζήτημα παραιτήσεως τοῦ Προέδρου τῆς Δημοκρατίας τότε γίνεται πρὸς δύο λύσεις:: [1258, 423, 1452, 498]
paragraph: β) Ἐπὶ ἰδιοκτήτου ἔχοντος πλείονας κατοικίας τὸ δικαίωμα ἰδιοκατοικήσεως δύναται ἐφ' ὅσον πρόκειται περὶ μιᾶς κατοικίας.: [382, 1837, 664, 1882]
paragraph: 3ον Ἀξιωματικός, δημόσιος ὑπάλληλος, πολιτικὸς ἢ στρατιωτικὸς συνταξιοῦχος πρὸ τῆς 1 Ἰανουαρίου 1926 καὶ ἐν τοιαύτῃ θέσει πρὸ τῆς ὁποίας εἶχον.: [674, 705, 954, 765]
paragraph: Ἄρθρον 45. 1) Τὸ Δημόσιον καὶ οἱ Δῆμοι ἢ αἱ Κοινότητες ἐν τῇ τῶν ὑπηρεσιῶν αὐτῶν μισθώσει ὑπάγονται εἰς τὰς διατάξεις τοῦ παρόντος.: [674, 1880, 954, 1940]
